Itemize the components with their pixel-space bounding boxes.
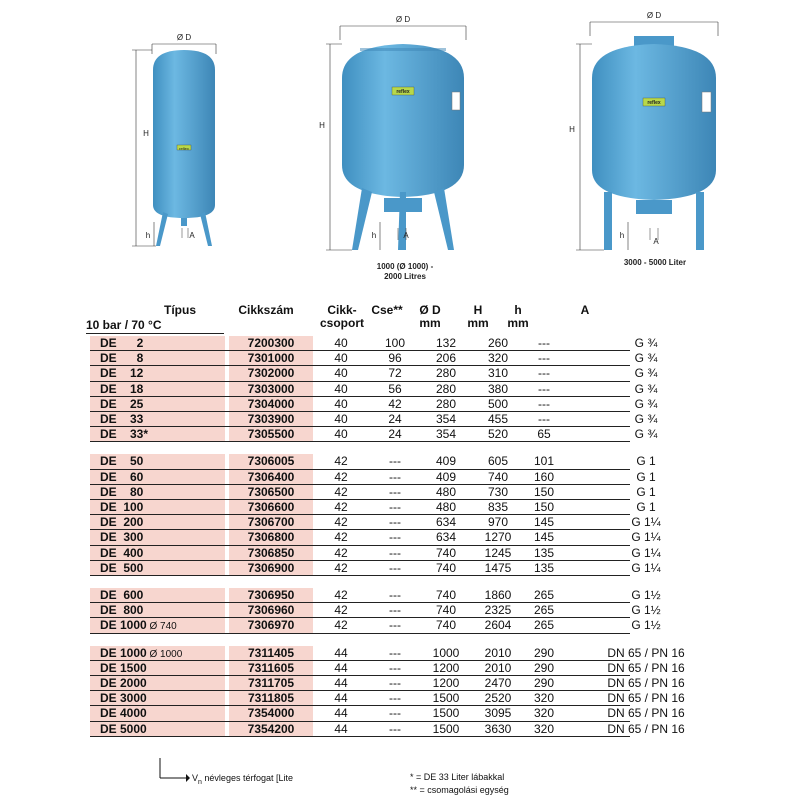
cell-height: 520 [487, 427, 509, 442]
cell-code: 7311805 [229, 691, 313, 706]
cell-height: 500 [487, 396, 509, 411]
cell-code: 7306900 [229, 561, 313, 576]
cell-diameter: 280 [435, 366, 457, 381]
tank-medium-drawing [326, 26, 466, 250]
cell-diameter: 280 [435, 396, 457, 411]
vn-arrow-icon [150, 758, 190, 788]
cell-group: 42 [334, 515, 348, 530]
header-group-line1: Cikk- [327, 303, 357, 317]
cell-cse: --- [389, 645, 401, 660]
cell-diameter: 1500 [432, 706, 460, 721]
table-row [90, 381, 658, 397]
cell-group: 40 [334, 412, 348, 426]
cell-leg-height: 145 [533, 530, 555, 545]
cell-diameter: 634 [435, 515, 457, 530]
cell-height: 2010 [484, 660, 512, 675]
cell-leg-height: 65 [537, 427, 551, 442]
cell-cse: 24 [388, 412, 402, 426]
cell-diameter: 1500 [432, 691, 460, 706]
cell-diameter: 409 [435, 454, 457, 469]
row-divider [90, 736, 630, 737]
tank-small-drawing [132, 44, 216, 246]
cell-code: 7306970 [229, 618, 313, 633]
header-hh [498, 304, 538, 330]
dim-a-large: A [653, 237, 659, 246]
cell-height: 455 [487, 412, 509, 426]
cell-connection: G 1¼ [631, 515, 661, 530]
cell-height: 1245 [484, 545, 512, 560]
cell-cse: 100 [384, 336, 406, 350]
cell-group: 42 [334, 603, 348, 618]
cell-connection: DN 65 / PN 16 [607, 721, 685, 736]
cell-height: 310 [487, 366, 509, 381]
header-hh-line1: h [514, 303, 522, 317]
cell-leg-height: 320 [533, 691, 555, 706]
type-label: DE 4000 [100, 706, 147, 721]
cell-connection: G 1 [636, 500, 656, 514]
dim-h-big-small: H [143, 129, 149, 138]
cell-connection: G ¾ [634, 336, 658, 350]
dim-h-small-large: h [619, 231, 625, 240]
cell-leg-height: 265 [533, 603, 555, 618]
cell-connection: G 1½ [631, 603, 661, 618]
cell-diameter: 740 [435, 545, 457, 560]
cell-cse: --- [389, 618, 401, 633]
cell-group: 44 [334, 721, 348, 736]
cell-type [90, 588, 225, 603]
dim-d-medium: Ø D [395, 15, 411, 24]
cell-type [90, 706, 225, 721]
cell-type [90, 618, 225, 633]
cell-cse: --- [389, 530, 401, 545]
type-label: DE 2000 [100, 676, 147, 690]
cell-code: 7306950 [229, 588, 313, 603]
cell-diameter: 740 [435, 618, 457, 633]
cell-code: 7303000 [229, 382, 313, 397]
cell-code: 7306850 [229, 546, 313, 561]
cell-cse: --- [389, 660, 401, 675]
header-hh-line2: mm [507, 316, 529, 330]
type-label: DE 3000 [100, 691, 147, 706]
cell-type [90, 470, 225, 485]
type-label: DE 12 [100, 366, 144, 381]
cell-leg-height: --- [538, 381, 550, 396]
type-label: DE 2 [100, 336, 144, 350]
cell-diameter: 740 [435, 603, 457, 618]
cell-diameter: 1500 [432, 721, 460, 736]
cell-diameter: 1200 [432, 660, 460, 675]
dim-h-big-large: H [569, 125, 575, 134]
cell-type [90, 603, 225, 618]
caption-medium-line2: 2000 Litres [384, 272, 426, 281]
cell-group: 44 [334, 706, 348, 721]
table-row [90, 660, 685, 676]
type-sub-label: Ø 740 [146, 621, 177, 633]
cell-height: 1860 [484, 588, 512, 602]
cell-height: 835 [487, 500, 509, 514]
header-code: Cikkszám [238, 303, 294, 317]
cell-type [90, 366, 225, 381]
cell-height: 2470 [484, 676, 512, 690]
cell-group: 40 [334, 351, 348, 366]
cell-code: 7354000 [229, 706, 313, 721]
cell-connection: DN 65 / PN 16 [607, 676, 685, 690]
cell-connection: G ¾ [634, 381, 658, 396]
type-label: DE 5000 [100, 721, 147, 736]
type-label: DE 800 [100, 603, 144, 618]
tank-large-drawing [576, 22, 718, 250]
cell-type [90, 485, 225, 500]
cell-code: 7305500 [229, 427, 313, 442]
cell-leg-height: --- [538, 366, 550, 381]
cell-code: 7306500 [229, 485, 313, 500]
vn-sub: n [198, 778, 202, 786]
cell-diameter: 280 [435, 381, 457, 396]
cell-type [90, 351, 225, 366]
dim-h-small-small: h [145, 231, 151, 240]
cell-leg-height: 290 [533, 660, 555, 675]
cell-cse: --- [389, 603, 401, 618]
cell-connection: DN 65 / PN 16 [607, 691, 685, 706]
dim-d-large: Ø D [646, 11, 662, 20]
footnote-star2: ** = csomagolási egység [410, 785, 509, 795]
cell-code: 7311605 [229, 661, 313, 676]
cell-cse: --- [389, 515, 401, 530]
cell-leg-height: 150 [533, 484, 555, 499]
header-subheading: 10 bar / 70 °C [86, 318, 162, 332]
cell-height: 3095 [484, 706, 512, 721]
cell-leg-height: --- [538, 351, 550, 366]
cell-connection: G 1 [636, 484, 656, 499]
table-row [90, 484, 656, 500]
dim-h-small-medium: h [371, 231, 377, 240]
table-row [90, 618, 661, 633]
table-row [90, 427, 658, 442]
cell-group: 44 [334, 676, 348, 690]
table-row [90, 676, 685, 691]
header-h [458, 304, 498, 330]
product-figures [0, 0, 800, 290]
table-row [90, 469, 656, 485]
cell-leg-height: 135 [533, 560, 555, 575]
cell-connection: G 1¼ [631, 545, 661, 560]
header-a: A [580, 303, 590, 317]
cell-type [90, 661, 225, 676]
type-label: DE 200 [100, 515, 144, 530]
table-row [90, 721, 685, 737]
vn-prefix: V [192, 773, 199, 783]
cell-group: 44 [334, 691, 348, 706]
cell-connection: G ¾ [634, 427, 658, 442]
cell-leg-height: 320 [533, 706, 555, 721]
vn-text: névleges térfogat [Lite [201, 773, 293, 783]
cell-code: 7303900 [229, 412, 313, 427]
cell-cse: --- [389, 484, 401, 499]
cell-group: 42 [334, 588, 348, 602]
table-row [90, 500, 656, 515]
cell-cse: 24 [388, 427, 402, 442]
cell-group: 42 [334, 484, 348, 499]
cell-connection: G 1½ [631, 588, 661, 602]
cell-code: 7354200 [229, 722, 313, 737]
cell-group: 42 [334, 469, 348, 484]
cell-code: 7306700 [229, 515, 313, 530]
vn-note [192, 772, 293, 789]
row-divider [90, 575, 630, 576]
cell-diameter: 634 [435, 530, 457, 545]
cell-diameter: 1200 [432, 676, 460, 690]
cell-type [90, 427, 225, 442]
cell-cse: 96 [388, 351, 402, 366]
cell-diameter: 740 [435, 588, 457, 602]
cell-code: 7306600 [229, 500, 313, 515]
cell-type [90, 561, 225, 576]
type-label: DE 80 [100, 484, 144, 499]
table-row [90, 645, 685, 661]
cell-group: 40 [334, 366, 348, 381]
table-row [90, 336, 658, 351]
cell-code: 7200300 [229, 336, 313, 351]
cell-cse: --- [389, 706, 401, 721]
cell-type [90, 500, 225, 515]
type-label: DE 400 [100, 545, 144, 560]
cell-group: 42 [334, 530, 348, 545]
cell-type [90, 412, 225, 427]
table-row [90, 396, 658, 412]
cell-group: 42 [334, 545, 348, 560]
cell-connection: G 1 [636, 469, 656, 484]
type-label: DE 8 [100, 351, 144, 366]
type-label: DE 1500 [100, 660, 147, 675]
cell-code: 7311405 [229, 646, 313, 661]
cell-height: 380 [487, 381, 509, 396]
caption-medium-line1: 1000 (Ø 1000) - [376, 262, 434, 271]
cell-leg-height: --- [538, 412, 550, 426]
brand-label-small: reflex [179, 146, 189, 151]
table-row [90, 706, 685, 721]
cell-group: 40 [334, 381, 348, 396]
cell-connection: G ¾ [634, 366, 658, 381]
cell-code: 7306960 [229, 603, 313, 618]
type-label: DE 1000 [100, 618, 147, 633]
cell-connection: G ¾ [634, 412, 658, 426]
type-label: DE 500 [100, 560, 144, 575]
caption-large: 3000 - 5000 Liter [623, 258, 687, 267]
cell-code: 7306800 [229, 530, 313, 545]
caption-medium [360, 262, 450, 282]
cell-type [90, 546, 225, 561]
cell-leg-height: 265 [533, 618, 555, 633]
cell-height: 605 [487, 454, 509, 469]
cell-height: 1270 [484, 530, 512, 545]
dim-a-small: A [189, 231, 195, 240]
cell-code: 7302000 [229, 366, 313, 381]
cell-cse: --- [389, 454, 401, 469]
cell-leg-height: --- [538, 336, 550, 350]
cell-cse: --- [389, 691, 401, 706]
cell-diameter: 206 [435, 351, 457, 366]
cell-diameter: 1000 [432, 645, 460, 660]
header-h-line1: H [473, 303, 483, 317]
header-underline [86, 333, 224, 334]
type-label: DE 18 [100, 381, 144, 396]
type-label: DE 600 [100, 588, 144, 602]
cell-height: 740 [487, 469, 509, 484]
header-d-line1: Ø D [419, 303, 441, 317]
dim-h-big-medium: H [319, 121, 325, 130]
cell-cse: 72 [388, 366, 402, 381]
table-row [90, 515, 661, 530]
cell-leg-height: 320 [533, 721, 555, 736]
cell-code: 7306400 [229, 470, 313, 485]
cell-leg-height: 135 [533, 545, 555, 560]
cell-group: 40 [334, 427, 348, 442]
table-row [90, 691, 685, 706]
table-row [90, 351, 658, 366]
cell-diameter: 480 [435, 500, 457, 514]
brand-label-large: reflex [647, 100, 661, 106]
cell-height: 2010 [484, 645, 512, 660]
cell-diameter: 354 [435, 412, 457, 426]
cell-group: 44 [334, 645, 348, 660]
table-row [90, 560, 661, 576]
table-row [90, 588, 661, 603]
cell-group: 40 [334, 396, 348, 411]
cell-height: 730 [487, 484, 509, 499]
cell-type [90, 691, 225, 706]
cell-leg-height: 265 [533, 588, 555, 602]
cell-code: 7304000 [229, 397, 313, 412]
cell-connection: DN 65 / PN 16 [607, 660, 685, 675]
tank-drawings [0, 0, 800, 290]
table-row [90, 545, 661, 561]
cell-diameter: 480 [435, 484, 457, 499]
cell-connection: G ¾ [634, 351, 658, 366]
type-label: DE 50 [100, 454, 144, 469]
cell-cse: --- [389, 500, 401, 514]
cell-leg-height: 101 [533, 454, 555, 469]
row-divider [90, 441, 630, 442]
cell-code: 7306005 [229, 454, 313, 469]
cell-connection: G 1½ [631, 618, 661, 633]
cell-cse: --- [389, 545, 401, 560]
cell-connection: DN 65 / PN 16 [607, 645, 685, 660]
dim-d-small: Ø D [176, 33, 192, 42]
cell-group: 40 [334, 336, 348, 350]
header-type: Típus [164, 303, 196, 317]
cell-type [90, 336, 225, 351]
cell-leg-height: 150 [533, 500, 555, 514]
cell-connection: G 1¼ [631, 560, 661, 575]
cell-height: 320 [487, 351, 509, 366]
cell-code: 7311705 [229, 676, 313, 691]
cell-group: 42 [334, 500, 348, 514]
header-h-line2: mm [467, 316, 489, 330]
cell-type [90, 530, 225, 545]
table-row [90, 530, 661, 545]
table-row [90, 603, 661, 618]
type-label: DE 33* [100, 427, 149, 442]
header-group-line2: csoport [319, 316, 364, 330]
cell-cse: --- [389, 469, 401, 484]
table-row [90, 412, 658, 427]
cell-connection: G 1 [636, 454, 656, 469]
cell-leg-height: 145 [533, 515, 555, 530]
type-label: DE 60 [100, 469, 144, 484]
header-d-line2: mm [419, 316, 441, 330]
cell-diameter: 354 [435, 427, 457, 442]
cell-code: 7301000 [229, 351, 313, 366]
cell-cse: --- [389, 588, 401, 602]
cell-type [90, 676, 225, 691]
header-d [410, 304, 450, 330]
cell-height: 260 [487, 336, 509, 350]
cell-diameter: 740 [435, 560, 457, 575]
cell-type [90, 722, 225, 737]
type-label: DE 1000 [100, 645, 147, 660]
cell-height: 1475 [484, 560, 512, 575]
cell-cse: --- [389, 560, 401, 575]
cell-type [90, 382, 225, 397]
row-divider [90, 633, 630, 634]
cell-cse: 42 [388, 396, 402, 411]
cell-connection: G 1¼ [631, 530, 661, 545]
cell-diameter: 409 [435, 469, 457, 484]
cell-diameter: 132 [435, 336, 457, 350]
cell-cse: 56 [388, 381, 402, 396]
cell-type [90, 646, 225, 661]
cell-height: 2325 [484, 603, 512, 618]
header-cse: Cse** [371, 303, 403, 317]
table-row [90, 366, 658, 381]
cell-leg-height: --- [538, 396, 550, 411]
cell-group: 42 [334, 454, 348, 469]
type-label: DE 100 [100, 500, 144, 514]
type-label: DE 33 [100, 412, 144, 426]
cell-cse: --- [389, 721, 401, 736]
table-row [90, 454, 656, 469]
cell-type [90, 454, 225, 469]
cell-height: 2604 [484, 618, 512, 633]
cell-type [90, 397, 225, 412]
brand-label-medium: reflex [396, 89, 410, 95]
cell-leg-height: 290 [533, 645, 555, 660]
cell-leg-height: 290 [533, 676, 555, 690]
cell-height: 2520 [484, 691, 512, 706]
footnote-star1: * = DE 33 Liter lábakkal [410, 772, 505, 782]
type-label: DE 300 [100, 530, 144, 545]
cell-group: 42 [334, 560, 348, 575]
cell-type [90, 515, 225, 530]
cell-connection: G ¾ [634, 396, 658, 411]
cell-group: 44 [334, 660, 348, 675]
type-sub-label: Ø 1000 [146, 648, 183, 660]
cell-group: 42 [334, 618, 348, 633]
cell-connection: DN 65 / PN 16 [607, 706, 685, 721]
cell-cse: --- [389, 676, 401, 690]
cell-height: 3630 [484, 721, 512, 736]
cell-height: 970 [487, 515, 509, 530]
dim-a-medium: A [403, 231, 409, 240]
cell-leg-height: 160 [533, 469, 555, 484]
type-label: DE 25 [100, 396, 144, 411]
